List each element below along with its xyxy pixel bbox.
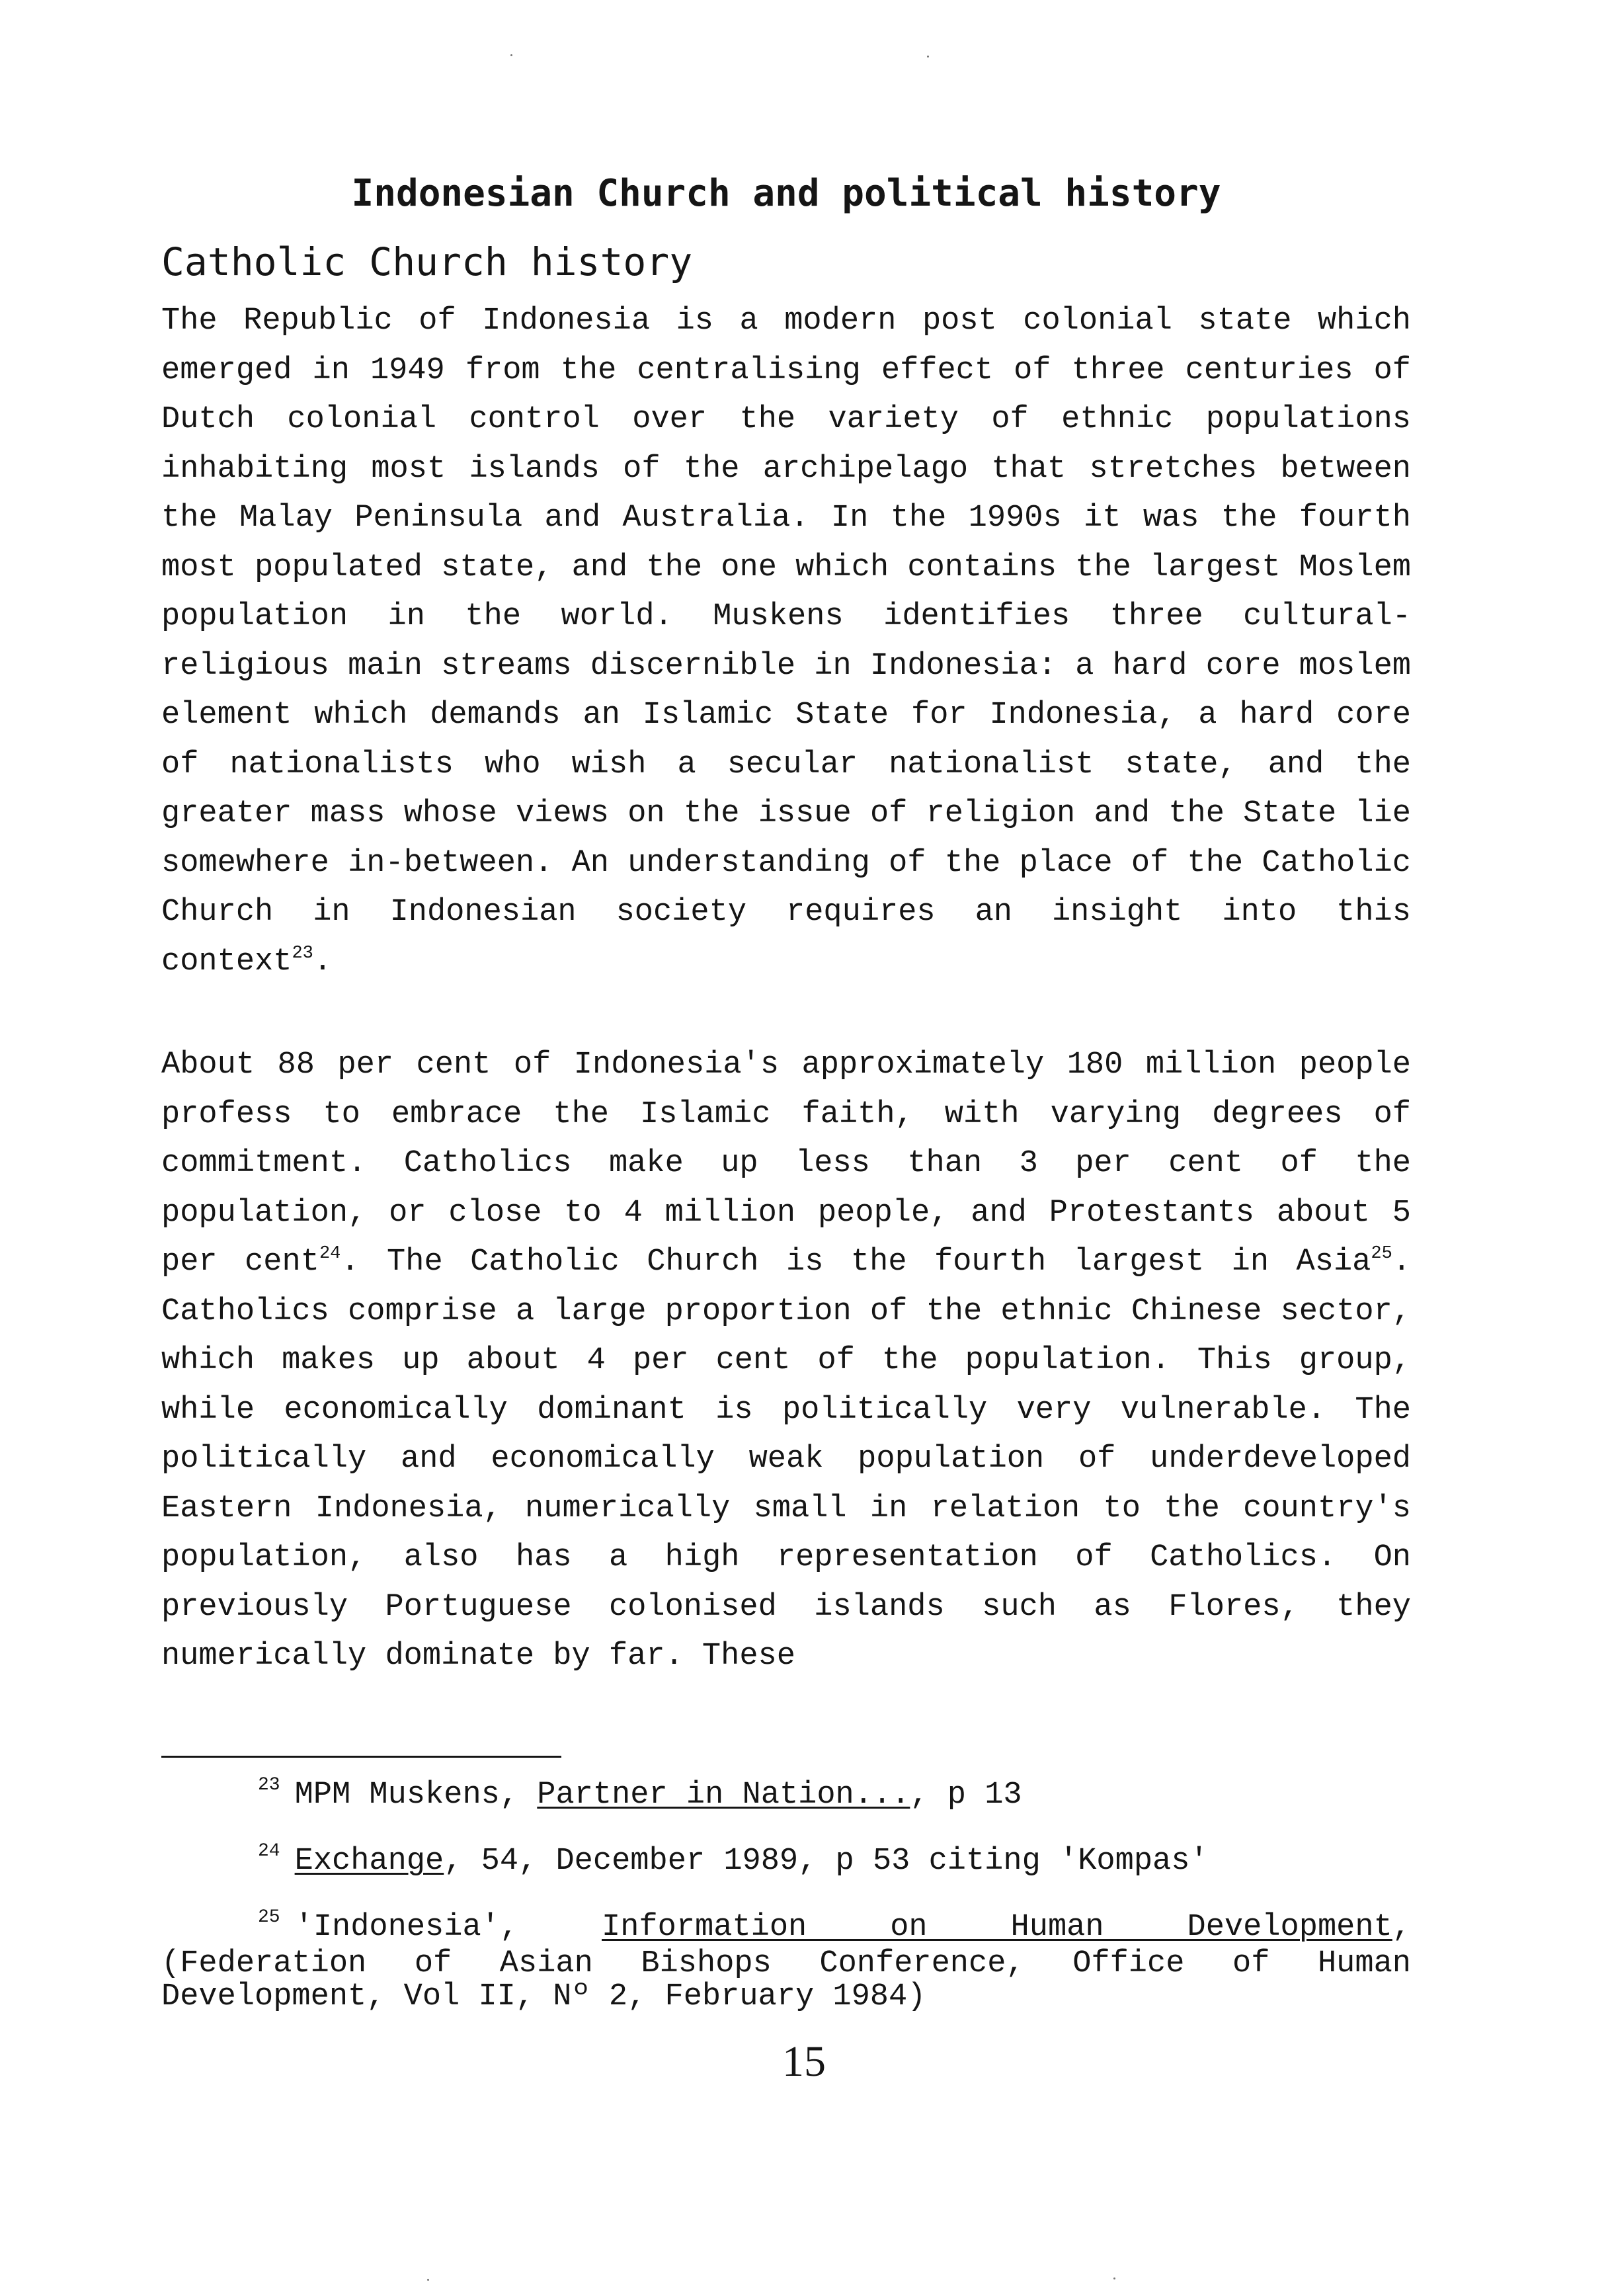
footnote-separator bbox=[161, 1756, 561, 1758]
footnote-ref-24[interactable]: 24 bbox=[319, 1244, 341, 1264]
scan-speck bbox=[510, 54, 512, 56]
scan-speck bbox=[427, 2279, 429, 2281]
footnote-ref-25[interactable]: 25 bbox=[1371, 1244, 1392, 1264]
scan-speck bbox=[927, 56, 929, 58]
scan-speck bbox=[1113, 2277, 1115, 2279]
footnote-number: 24 bbox=[258, 1841, 280, 1862]
paragraph-text: . bbox=[313, 944, 333, 979]
footnote-25 bbox=[161, 1907, 1411, 2014]
footnote-number: 25 bbox=[258, 1907, 280, 1928]
footnote-title: Information on Human Development bbox=[602, 1910, 1392, 1945]
footnote-text: 'Indonesia', bbox=[294, 1910, 602, 1945]
footnote-line: (Federation of Asian Bishops Conference, Office of Human bbox=[161, 1946, 1411, 1981]
footnote-text: , 54, December 1989, p 53 citing 'Kompas' bbox=[444, 1844, 1209, 1879]
footnote-24 bbox=[161, 1841, 1411, 1881]
paragraph-text: The Republic of Indonesia is a modern post colonial state which emerged in 1949 from the centralising effect of three centuries of Dutch colonial control over the variety of ethnic populations inhabiting most islands of the archipelago that stretches between the Malay Peninsula and Australia. In the 1990s it was the fourth most populated state, and the one which contains the largest Moslem population in the world. Muskens identifies three cultural-religious main streams discernible in Indonesia: a hard core moslem element which demands an Islamic State for Indonesia, a hard core of nationalists who wish a secular nationalist state, and the greater mass whose views on the issue of religion and the State lie somewhere in-between. An understanding of the place of the Catholic Church in Indonesian society requires an insight into this context bbox=[161, 304, 1411, 979]
paragraph-text: . The Catholic Church is the fourth largest in Asia bbox=[341, 1245, 1371, 1280]
footnote-text: MPM Muskens, bbox=[294, 1778, 538, 1813]
footnote-line: Development, Vol II, Nº 2, February 1984) bbox=[161, 1979, 926, 2014]
page-number: 15 bbox=[782, 2037, 826, 2086]
paragraph-text: About 88 per cent of Indonesia's approximately 180 million people profess to embrace the Islamic faith, with varying degrees of commitment. Catholics make up less than 3 per cent of the population, or close to 4 million people, and Protestants about 5 per cent bbox=[161, 1047, 1411, 1280]
section-heading: Catholic Church history bbox=[161, 239, 693, 284]
paragraph-2 bbox=[161, 1041, 1411, 1682]
footnote-text: , p 13 bbox=[910, 1778, 1022, 1813]
page-title: Indonesian Church and political history bbox=[351, 172, 1221, 215]
footnote-23 bbox=[161, 1775, 1411, 1815]
paragraph-text: . Catholics comprise a large proportion of the ethnic Chinese sector, which makes up about 4 per cent of the population. This group, while economically dominant is politically very vulnerable. The politically and economically weak population of underdeveloped Eastern Indonesia, numerically small in relation to the country's population, also has a high representation of Catholics. On previously Portuguese colonised islands such as Flores, they numerically dominate by far. These bbox=[161, 1245, 1412, 1674]
footnote-title: Exchange bbox=[294, 1844, 444, 1879]
footnote-ref-23[interactable]: 23 bbox=[292, 943, 313, 964]
footnote-title: Partner in Nation... bbox=[537, 1778, 910, 1813]
paragraph-1 bbox=[161, 297, 1411, 987]
footnote-line bbox=[161, 1907, 1411, 1948]
footnote-text: , bbox=[1392, 1910, 1411, 1945]
footnote-number: 23 bbox=[258, 1775, 280, 1795]
